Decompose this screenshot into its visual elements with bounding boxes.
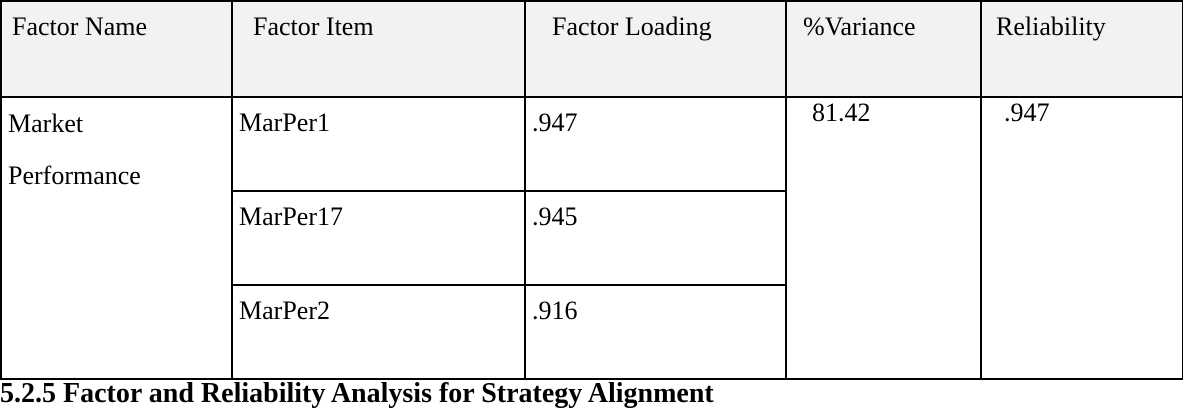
factor-loading-cell [525,97,786,191]
factor-name-cell [1,97,232,379]
factor-loading: .916 [532,296,578,325]
factor-item-cell [232,285,525,379]
variance-cell [786,97,981,379]
factor-item-cell [232,97,525,191]
header-row [1,1,1183,97]
header-cell [981,1,1183,97]
factor-loading-cell [525,285,786,379]
factor-item: MarPer2 [239,296,330,325]
header-variance: %Variance [803,12,916,41]
header-cell [786,1,981,97]
factor-loading-cell [525,191,786,285]
reliability-cell [981,97,1183,379]
factor-item: MarPer17 [239,202,343,231]
header-factor-name: Factor Name [12,12,148,41]
variance-value: 81.42 [812,98,871,127]
reliability-value: .947 [1004,98,1050,127]
header-cell [232,1,525,97]
section-heading: 5.2.5 Factor and Reliability Analysis for Strategy Alignment [0,378,714,409]
factor-name-line2: Performance [8,161,141,190]
header-factor-item: Factor Item [253,12,374,41]
factor-item: MarPer1 [239,108,330,137]
factor-loading: .945 [532,202,578,231]
factor-loading: .947 [532,108,578,137]
table-row [1,97,1183,191]
factor-item-cell [232,191,525,285]
header-cell [525,1,786,97]
header-factor-loading: Factor Loading [552,12,712,41]
header-reliability: Reliability [996,12,1106,41]
factor-name-line1: Market [8,109,84,138]
header-cell [1,1,232,97]
